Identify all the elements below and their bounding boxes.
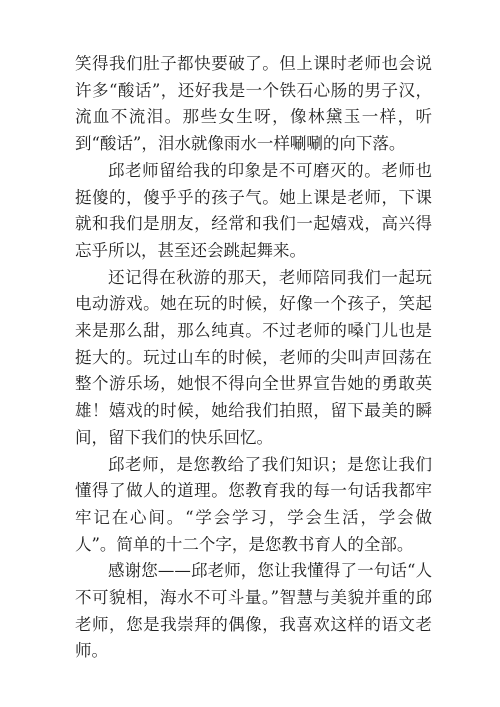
paragraph-4: 邱老师，是您教给了我们知识；是您让我们懂得了做人的道理。您教育我的每一句话我都牢牢记在心间。“学会学习，学会生活，学会做人”。简单的十二个字，是您教书育人的全部。: [75, 454, 432, 554]
paragraph-2: 邱老师留给我的印象是不可磨灭的。老师也挺傻的，傻乎乎的孩子气。她上课是老师，下课就和我们是朋友，经常和我们一起嬉戏，高兴得忘乎所以，甚至还会跳起舞来。: [75, 160, 432, 260]
paragraph-1: 笑得我们肚子都快要破了。但上课时老师也会说许多“酸话”，还好我是一个铁石心肠的男子汉，流血不流泪。那些女生呀，像林黛玉一样，听到“酸话”，泪水就像雨水一样唰唰的向下落。: [75, 54, 432, 154]
paragraph-5: 感谢您——邱老师，您让我懂得了一句话“人不可貌相，海水不可斗量。”智慧与美貌并重的邱老师，您是我崇拜的偶像，我喜欢这样的语文老师。: [75, 561, 432, 661]
article-body: [75, 51, 432, 665]
paragraph-3: 还记得在秋游的那天，老师陪同我们一起玩电动游戏。她在玩的时候，好像一个孩子，笑起来是那么甜，那么纯真。不过老师的嗓门儿也是挺大的。玩过山车的时候，老师的尖叫声回荡在整个游乐场，她恨不得向全世界宣告她的勇敢英雄！嬉戏的时候，她给我们拍照，留下最美的瞬间，留下我们的快乐回忆。: [75, 267, 432, 447]
